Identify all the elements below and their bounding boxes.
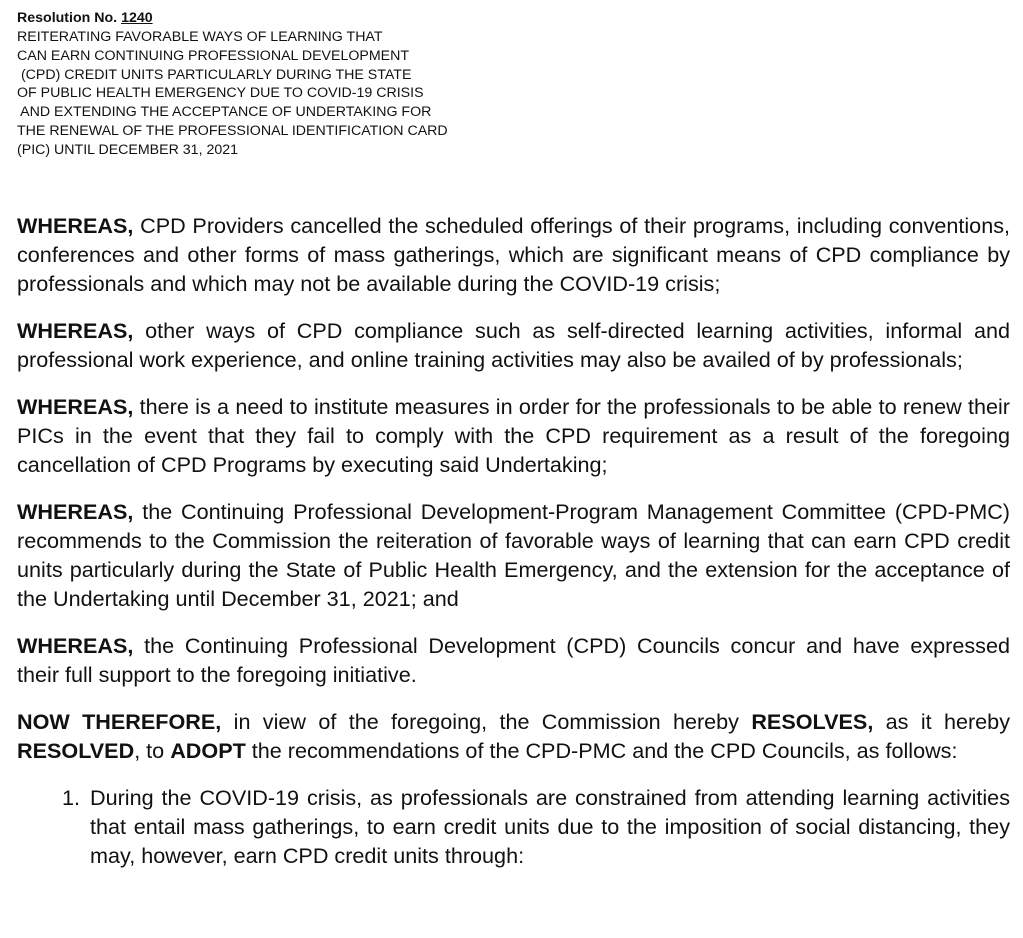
whereas-lead: WHEREAS, [17, 394, 134, 419]
whereas-lead: WHEREAS, [17, 318, 134, 343]
resolution-number-line [17, 9, 537, 28]
title-line: CAN EARN CONTINUING PROFESSIONAL DEVELOPMENT [17, 47, 410, 64]
whereas-text: CPD Providers cancelled the scheduled offerings of their programs, including conventions, conferences and other forms of mass gatherings, which are significant means of CPD compliance by professionals and which may not be available during the COVID-19 crisis; [17, 213, 1010, 296]
resolution-label: Resolution No. [17, 10, 118, 26]
title-line: REITERATING FAVORABLE WAYS OF LEARNING THAT [17, 29, 383, 45]
clause-text: in view of the foregoing, the Commission hereby [221, 709, 752, 734]
whereas-clause [17, 497, 1010, 613]
list-item-text: During the COVID-19 crisis, as professionals are constrained from attending learning activities that entail mass gatherings, to earn credit units due to the imposition of social distancing, they may, however, earn CPD credit units through: [90, 785, 1010, 868]
clause-text: as it hereby [873, 709, 1010, 734]
list-item [17, 783, 1010, 870]
whereas-lead: WHEREAS, [17, 633, 134, 658]
whereas-text: the Continuing Professional Development (CPD) Councils concur and have expressed their full support to the foregoing initiative. [17, 633, 1010, 687]
whereas-text: there is a need to institute measures in order for the professionals to be able to renew their PICs in the event that they fail to comply with the CPD requirement as a result of the foregoing cancellation of CPD Programs by executing said Undertaking; [17, 394, 1010, 477]
list-item-number: 1. [62, 785, 81, 810]
title-line: THE RENEWAL OF THE PROFESSIONAL IDENTIFICATION CARD [17, 122, 448, 139]
resolved-keyword: RESOLVED [17, 738, 135, 763]
now-therefore-clause [17, 707, 1010, 765]
whereas-clause [17, 316, 1010, 374]
whereas-lead: WHEREAS, [17, 499, 134, 524]
title-line: (CPD) CREDIT UNITS PARTICULARLY DURING THE STATE [17, 66, 412, 83]
title-line: (PIC) UNTIL DECEMBER 31, 2021 [17, 141, 239, 158]
whereas-lead: WHEREAS, [17, 213, 134, 238]
resolves-keyword: RESOLVES, [751, 709, 874, 734]
whereas-clause [17, 211, 1010, 298]
title-line: OF PUBLIC HEALTH EMERGENCY DUE TO COVID-19 CRISIS [17, 85, 424, 102]
clause-text: the recommendations of the CPD-PMC and the CPD Councils, as follows: [245, 738, 958, 763]
title-line: AND EXTENDING THE ACCEPTANCE OF UNDERTAKING FOR [17, 104, 432, 121]
now-therefore-lead: NOW THEREFORE, [17, 709, 222, 734]
resolution-number: 1240 [121, 10, 153, 26]
whereas-clause [17, 392, 1010, 479]
resolution-list [17, 783, 1010, 870]
whereas-clause [17, 631, 1010, 689]
whereas-text: other ways of CPD compliance such as self-directed learning activities, informal and professional work experience, and online training activities may also be availed of by professionals; [17, 318, 1010, 372]
clause-text: , to [134, 738, 171, 763]
whereas-text: the Continuing Professional Development-Program Management Committee (CPD-PMC) recommends to the Commission the reiteration of favorable ways of learning that can earn CPD credit units particularly during the State of Public Health Emergency, and the extension for the acceptance of the Undertaking until December 31, 2021; and [17, 499, 1010, 611]
resolution-header [17, 9, 537, 160]
adopt-keyword: ADOPT [170, 738, 246, 763]
resolution-body [17, 211, 1010, 870]
